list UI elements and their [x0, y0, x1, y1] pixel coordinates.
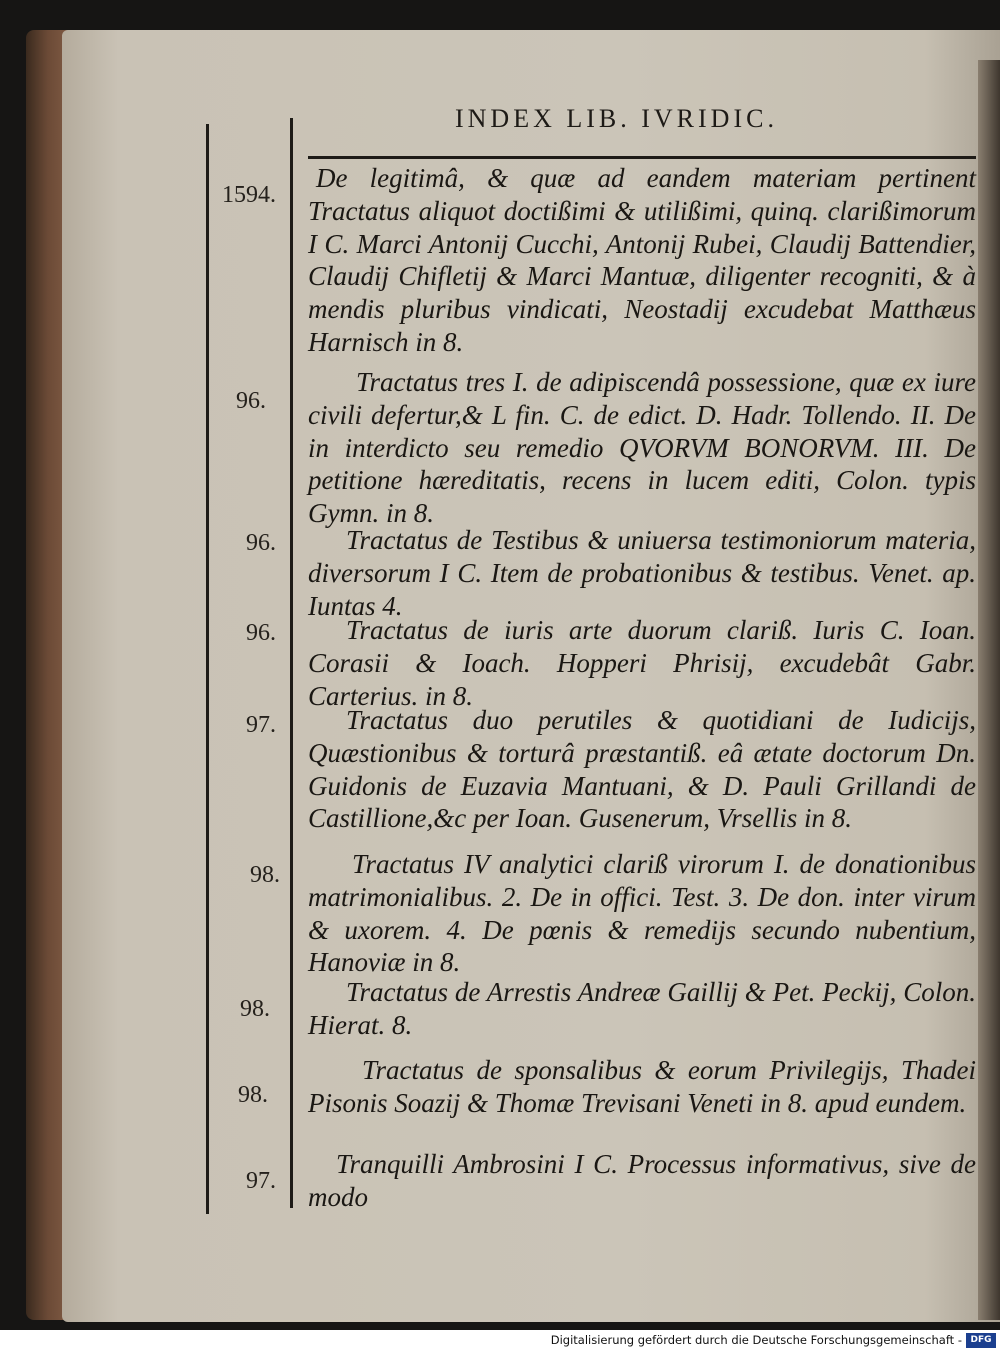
left-margin-rule: [206, 124, 209, 1214]
inner-margin-rule: [290, 118, 293, 1208]
entry-year: 98.: [250, 862, 280, 888]
bibliography-entry: Tractatus IV analytici clariß virorum I. de donationibus matrimonialibus. 2. De in offici. Test. 3. De don. inter virum & uxorem. 4. De pœnis & remedijs secundo nubentium, Hanoviæ in 8.: [308, 849, 976, 978]
entry-year: 1594.: [222, 182, 276, 208]
entry-year: 96.: [246, 530, 276, 556]
dfg-logo: DFG: [966, 1333, 996, 1348]
entry-year: 97.: [246, 712, 276, 738]
bibliography-entry: Tractatus de iuris arte duorum clariß. Iuris C. Ioan. Corasii & Ioach. Hopperi Phrisij, excudebât Gabr. Carterius. in 8.: [308, 615, 976, 711]
right-page-shadow: [978, 60, 1000, 1320]
bibliography-entry: De legitimâ, & quæ ad eandem materiam pertinent Tractatus aliquot doctißimi & utilißimi, quinq. clarißimorum I C. Marci Antonij Cucchi, Antonij Rubei, Claudij Battendier, Claudij Chifletij & Marci Mantuæ, diligenter recogniti, & à mendis pluribus vindicati, Neostadij excudebat Matthæus Harnisch in 8.: [308, 163, 976, 357]
bibliography-entry: Tractatus duo perutiles & quotidiani de Iudicijs, Quæstionibus & torturâ præstantiß. eâ ætate doctorum Dn. Guidonis de Euzavia Mantuani, & D. Pauli Grillandi de Castillione,&c per Ioan. Gusenerum, Vrsellis in 8.: [308, 705, 976, 834]
funding-credit: Digitalisierung gefördert durch die Deutsche Forschungsgemeinschaft -: [550, 1333, 962, 1347]
entry-year: 98.: [240, 996, 270, 1022]
running-title: INDEX LIB. IVRIDIC.: [455, 104, 778, 133]
entry-year: 96.: [246, 620, 276, 646]
top-rule: [308, 156, 976, 159]
bibliography-entry: Tractatus de sponsalibus & eorum Privilegijs, Thadei Pisonis Soazij & Thomæ Trevisani Veneti in 8. apud eundem.: [308, 1055, 976, 1118]
bibliography-entry: Tractatus tres I. de adipiscendâ possessione, quæ ex iure civili defertur,& L fin. C. de edict. D. Hadr. Tollendo. II. De in interdicto seu remedio QVORVM BONORVM. III. De petitione hæreditatis, recens in lucem editi, Colon. typis Gymn. in 8.: [308, 367, 976, 529]
bibliography-entry: Tractatus de Testibus & uniuersa testimoniorum materia, diversorum I C. Item de probationibus & testibus. Venet. ap. Iuntas 4.: [308, 525, 976, 621]
bibliography-entry: Tranquilli Ambrosini I C. Processus informativus, sive de modo: [308, 1149, 976, 1212]
entry-year: 97.: [246, 1168, 276, 1194]
bibliography-entry: Tractatus de Arrestis Andreæ Gaillij & Pet. Peckij, Colon. Hierat. 8.: [308, 977, 976, 1040]
footer-bar: [0, 1330, 1000, 1352]
entry-year: 96.: [236, 388, 266, 414]
entry-year: 98.: [238, 1082, 268, 1108]
